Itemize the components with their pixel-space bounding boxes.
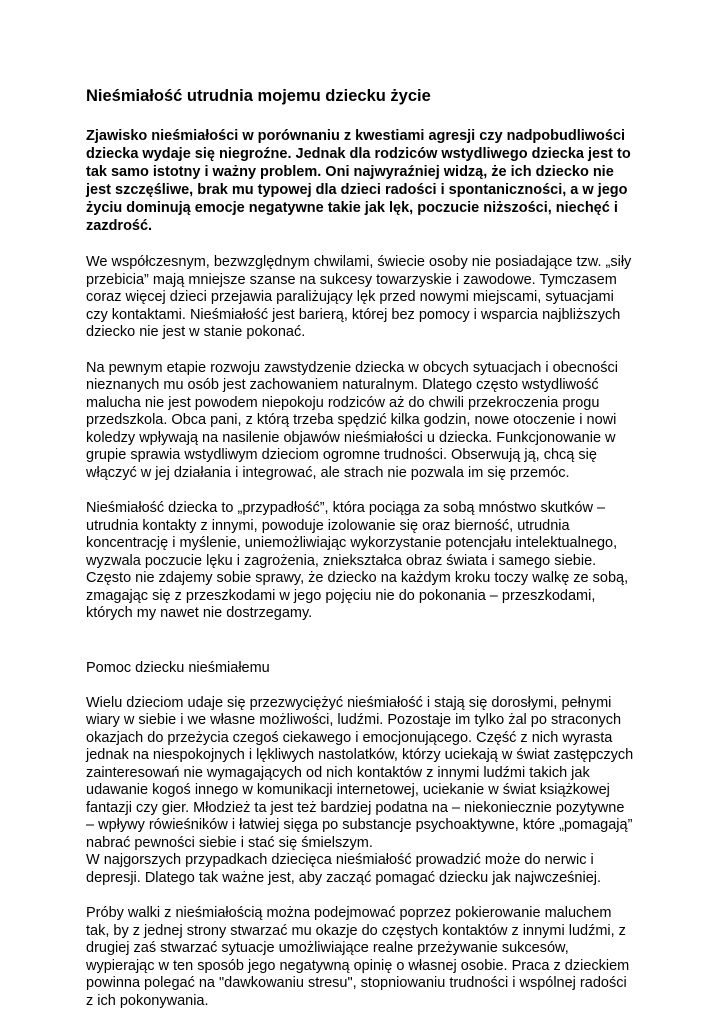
lead-line: tak samo istotny i ważny problem. Oni najwyraźniej widzą, że ich dziecko nie [86, 163, 614, 180]
lead-line: zazdrość. [86, 217, 153, 234]
text-line: koledzy wpływają na nasilenie objawów nieśmiałości u dziecka. Funkcjonowanie w [86, 429, 616, 446]
body-paragraph-1 [86, 254, 638, 342]
text-line: Na pewnym etapie rozwoju zawstydzenie dziecka w obcych sytuacjach i obecności [86, 359, 618, 376]
text-line: tak, by z jednej strony stwarzać mu okazje do częstych kontaktów z innymi ludźmi, z [86, 922, 626, 939]
text-line: przebicia” mają mniejsze szanse na sukcesy towarzyskie i zawodowe. Tymczasem [86, 271, 617, 288]
body-paragraph-3 [86, 500, 638, 623]
section-heading: Pomoc dziecku nieśmiałemu [86, 659, 270, 676]
text-line: W najgorszych przypadkach dziecięca nieśmiałość prowadzić może do nerwic i [86, 852, 594, 869]
text-line: drugiej zaś stwarzać sytuacje umożliwiające realne przeżywanie sukcesów, [86, 940, 569, 957]
text-line: włączyć w jej działania i integrować, ale strach nie pozwala im się przemóc. [86, 464, 570, 481]
text-line: We współczesnym, bezwzględnym chwilami, świecie osoby nie posiadające tzw. „siły [86, 254, 632, 271]
text-line: udawanie kogoś innego w komunikacji internetowej, uciekanie w świat książkowej [86, 782, 610, 799]
lead-line: jest szczęśliwe, brak mu typowej dla dzieci radości i spontaniczności, a w jego [86, 181, 628, 198]
body-paragraph-5 [86, 905, 638, 1010]
text-line: których my nawet nie dostrzegamy. [86, 605, 313, 622]
text-line: wiary w siebie i we własne możliwości, ludźmi. Pozostaje im tylko żal po straconych [86, 712, 622, 729]
body-paragraph-4 [86, 695, 638, 888]
text-line: depresji. Dlatego tak ważne jest, aby zacząć pomagać dziecku jak najwcześniej. [86, 869, 602, 886]
body-paragraph-2 [86, 360, 638, 483]
text-line: Próby walki z nieśmiałością można podejmować poprzez pokierowanie maluchem [86, 905, 612, 922]
text-line: koncentrację i myślenie, uniemożliwiając wykorzystanie potencjału intelektualnego, [86, 535, 618, 552]
lead-line: Zjawisko nieśmiałości w porównaniu z kwestiami agresji czy nadpobudliwości [86, 128, 626, 144]
text-line: utrudnia kontakty z innymi, powoduje izolowanie się oraz bierność, utrudnia [86, 517, 570, 534]
text-line: coraz więcej dzieci przejawia paraliżujący lęk przed nowymi miejscami, sytuacjami [86, 289, 614, 306]
text-line: fantazji czy gier. Młodzież ta jest też bardziej podatna na – niekoniecznie pozytywne [86, 799, 625, 816]
text-line: Często nie zdajemy sobie sprawy, że dziecko na każdym kroku toczy walkę ze sobą, [86, 570, 629, 587]
lead-paragraph [86, 128, 638, 235]
lead-line: dziecka wydaje się niegroźne. Jednak dla rodziców wstydliwego dziecka jest to [86, 145, 631, 162]
text-line: okazjach do przeżycia czegoś ciekawego i emocjonującego. Część z nich wyrasta [86, 729, 613, 746]
text-line: Nieśmiałość dziecka to „przypadłość”, która pociąga za sobą mnóstwo skutków – [86, 500, 606, 517]
text-line: jednak na niespokojnych i lękliwych nastolatków, którzy uciekają w świat zastępczych [86, 747, 634, 764]
text-line: malucha nie jest powodem niepokoju rodziców aż do chwili przekroczenia progu [86, 394, 600, 411]
text-line: z ich pokonywania. [86, 992, 209, 1009]
text-line: nieznanych mu osób jest zachowaniem naturalnym. Dlatego często wstydliwość [86, 377, 599, 394]
text-line: dziecko nie jest w stanie pokonać. [86, 324, 306, 341]
text-line: przedszkola. Obca pani, z którą trzeba spędzić kilka godzin, nowe otoczenie i nowi [86, 412, 617, 429]
text-line: Wielu dzieciom udaje się przezwyciężyć nieśmiałość i stają się dorosłymi, pełnymi [86, 694, 612, 711]
lead-line: życiu dominują emocje negatywne takie jak lęk, poczucie niższości, niechęć i [86, 199, 618, 216]
text-line: – wpływy rówieśników i łatwiej sięga po substancje psychoaktywne, które „pomagają” [86, 817, 633, 834]
text-line: zmagając się z przeszkodami w jego pojęciu nie do pokonania – przeszkodami, [86, 587, 596, 604]
text-line: wyzwala poczucie lęku i zagrożenia, zniekształca obraz świata i samego siebie. [86, 552, 597, 569]
text-line: powinna polegać na "dawkowaniu stresu", stopniowaniu trudności i wspólnej radości [86, 975, 627, 992]
page-title: Nieśmiałość utrudnia mojemu dziecku życie [86, 87, 431, 105]
text-line: zainteresowań nie wymagających od nich kontaktów z innymi ludźmi takich jak [86, 764, 590, 781]
text-line: czy kontaktami. Nieśmiałość jest barierą, której bez pomocy i wsparcia najbliższych [86, 306, 621, 323]
text-line: wypierając w ten sposób jego negatywną opinię o własnej osobie. Praca z dzieckiem [86, 957, 630, 974]
text-line: grupie sprawia wstydliwym dzieciom ogromne trudności. Obserwują ją, chcą się [86, 447, 597, 464]
text-line: nabrać pewności siebie i stać się śmielszym. [86, 834, 373, 851]
